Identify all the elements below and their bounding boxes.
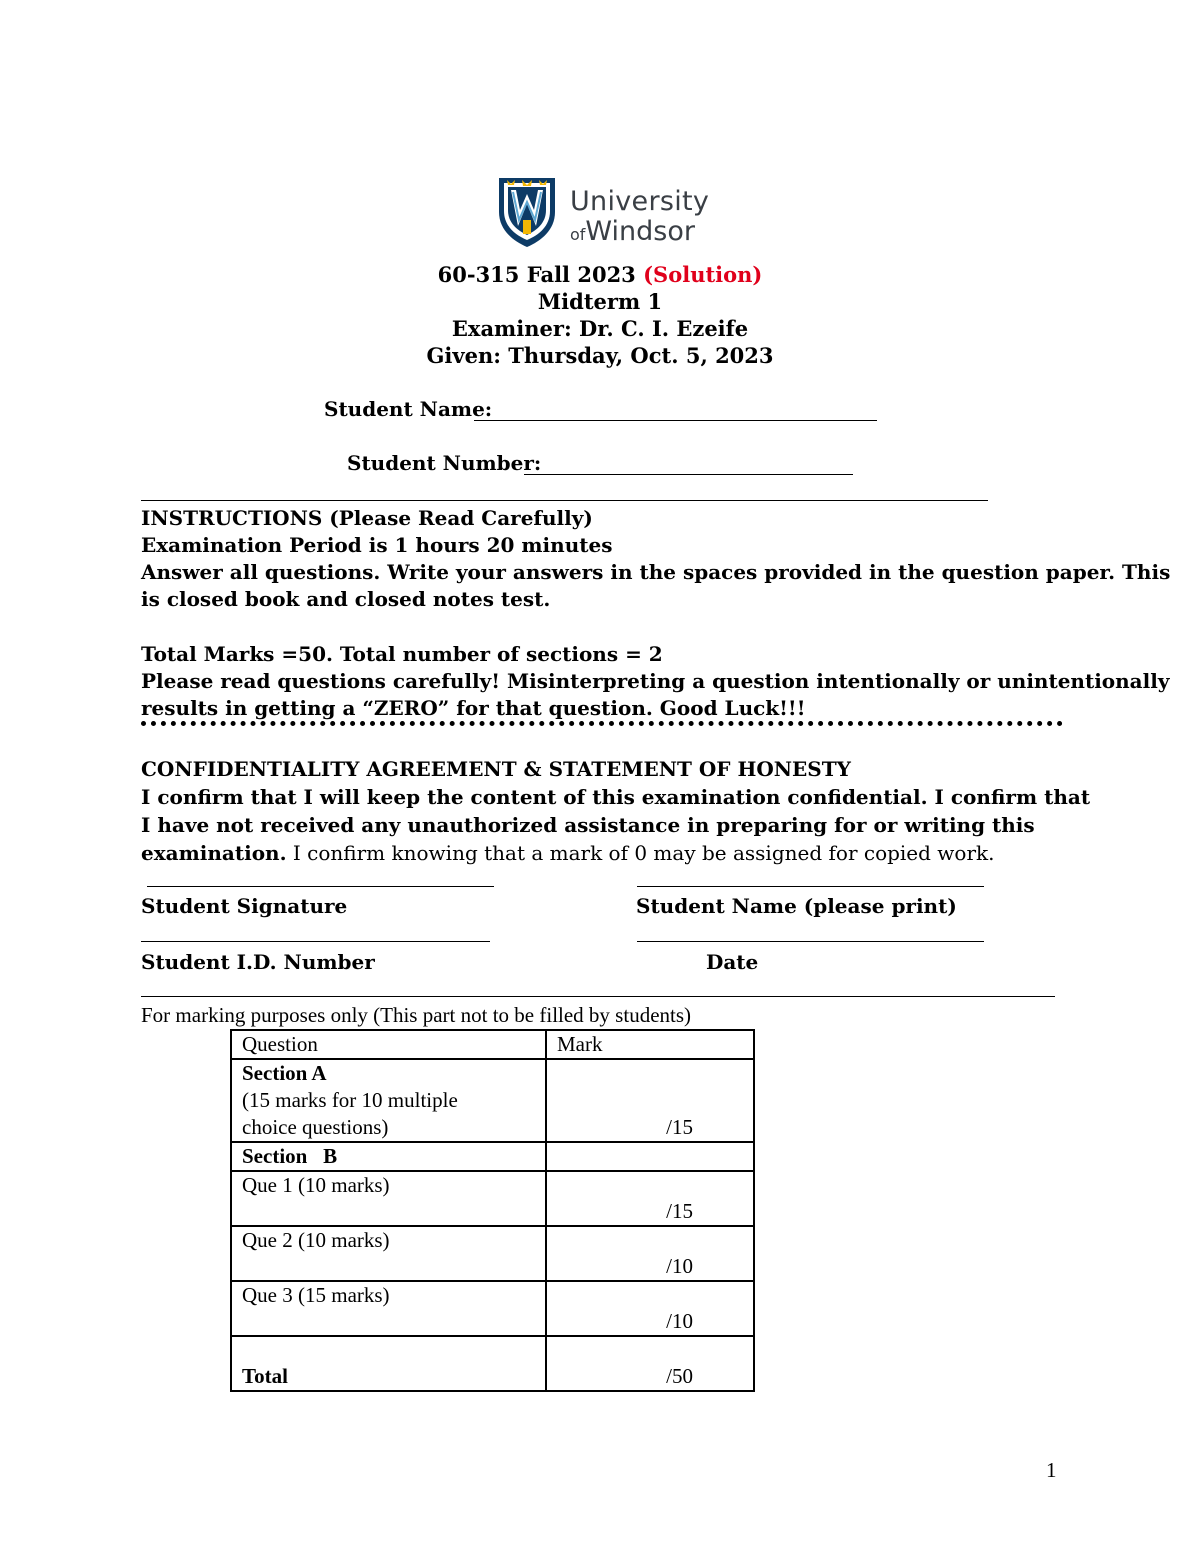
table-row-q1 (231, 1171, 754, 1226)
q1-mark: /15 (546, 1171, 754, 1226)
section-a-desc1: (15 marks for 10 multiple (242, 1088, 458, 1112)
student-number-field[interactable] (524, 474, 853, 475)
student-id-field[interactable] (141, 941, 490, 942)
exam-period: Examination Period is 1 hours 20 minutes (141, 533, 613, 557)
dotted-separator (141, 721, 1063, 726)
confidentiality-line1: I confirm that I will keep the content of this examination confidential. I confirm that (141, 785, 1091, 809)
confidentiality-line3-bold: examination. (141, 841, 287, 865)
logo-text-of: of (570, 225, 586, 244)
crest-icon (496, 176, 558, 248)
q2-mark: /10 (546, 1226, 754, 1281)
answer-instructions-line1: Answer all questions. Write your answers in the spaces provided in the question paper. This (141, 560, 1171, 584)
confidentiality-line2: I have not received any unauthorized assistance in preparing for or writing this (141, 813, 1035, 837)
student-name-field[interactable] (474, 420, 877, 421)
section-a-title: Section A (242, 1061, 327, 1085)
student-number-label: Student Number: (347, 451, 542, 475)
total-mark: /50 (546, 1336, 754, 1391)
given-date-line: Given: Thursday, Oct. 5, 2023 (426, 343, 774, 368)
q3-label: Que 3 (15 marks) (231, 1281, 546, 1336)
student-signature-label: Student Signature (141, 894, 348, 918)
date-field[interactable] (637, 941, 984, 942)
table-header-row (231, 1030, 754, 1059)
student-name-label: Student Name: (324, 397, 493, 421)
header-mark: Mark (546, 1030, 754, 1059)
page-number: 1 (1046, 1458, 1057, 1482)
q2-label: Que 2 (10 marks) (231, 1226, 546, 1281)
marking-table (230, 1029, 755, 1392)
logo-text-line1: University (570, 186, 710, 217)
section-b-title: Section B (231, 1142, 546, 1171)
warning-line2: results in getting a “ZERO” for that question. Good Luck!!! (141, 696, 806, 720)
student-name-print-field[interactable] (637, 886, 984, 887)
student-id-label: Student I.D. Number (141, 950, 375, 974)
solution-tag: (Solution) (643, 262, 763, 287)
warning-line1: Please read questions carefully! Misinterpreting a question intentionally or unintentionally (141, 669, 1170, 693)
student-signature-field[interactable] (147, 886, 494, 887)
examiner-line: Examiner: Dr. C. I. Ezeife (451, 316, 749, 341)
divider (141, 500, 988, 501)
table-row-section-b (231, 1142, 754, 1171)
date-label: Date (706, 950, 759, 974)
course-title: 60-315 Fall 2023 (437, 262, 636, 287)
confidentiality-line3 (141, 839, 995, 867)
total-label: Total (231, 1336, 546, 1391)
q3-mark: /10 (546, 1281, 754, 1336)
q1-label: Que 1 (10 marks) (231, 1171, 546, 1226)
answer-instructions-line2: is closed book and closed notes test. (141, 587, 551, 611)
table-row-q3 (231, 1281, 754, 1336)
confidentiality-line3-rest: I confirm knowing that a mark of 0 may be assigned for copied work. (286, 841, 995, 865)
student-name-print-label: Student Name (please print) (636, 894, 957, 918)
logo-text-line2: Windsor (585, 216, 695, 247)
table-row-section-a (231, 1059, 754, 1142)
midterm-title: Midterm 1 (537, 289, 663, 314)
section-a-desc2: choice questions) (242, 1115, 389, 1139)
section-a-mark: /15 (546, 1059, 754, 1142)
university-logo (496, 176, 710, 248)
course-line (0, 261, 1200, 288)
confidentiality-title: CONFIDENTIALITY AGREEMENT & STATEMENT OF HONESTY (141, 757, 851, 781)
header-question: Question (231, 1030, 546, 1059)
total-marks-line: Total Marks =50. Total number of sections = 2 (141, 642, 663, 666)
table-row-q2 (231, 1226, 754, 1281)
marking-caption: For marking purposes only (This part not to be filled by students) (141, 1003, 692, 1027)
table-row-total (231, 1336, 754, 1391)
divider (141, 996, 1055, 997)
instructions-title: INSTRUCTIONS (Please Read Carefully) (141, 506, 593, 530)
